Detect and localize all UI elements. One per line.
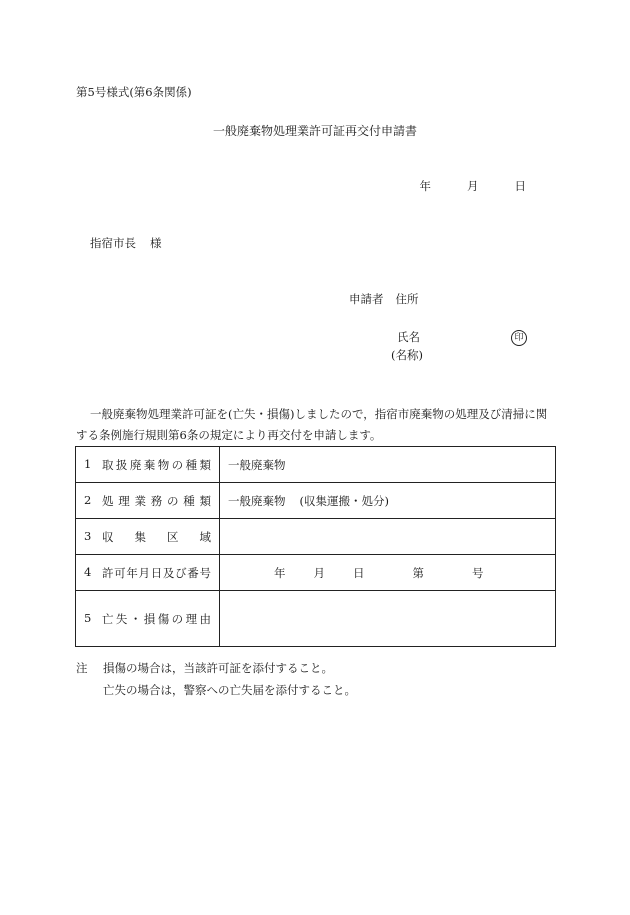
row-label-text: 許可年月日及び番号 — [102, 565, 211, 580]
permit-date-row — [228, 565, 547, 581]
row-number: 3 — [84, 528, 92, 543]
permit-number-suffix: 号 — [472, 565, 484, 580]
corp-name-label: (名称) — [391, 348, 423, 362]
table-row — [76, 555, 556, 591]
business-type-options: (収集運搬・処分) — [299, 493, 389, 508]
addressee-name: 指宿市長 — [90, 236, 136, 250]
permit-month-label: 月 — [313, 565, 325, 580]
waste-type-field[interactable]: 一般廃棄物 — [220, 447, 556, 483]
permit-number-prefix: 第 — [412, 565, 424, 580]
table-row — [76, 591, 556, 647]
note-mark: 注 — [76, 661, 88, 675]
row-label — [76, 519, 220, 555]
row-label — [76, 483, 220, 519]
row-label-text: 亡失・損傷の理由 — [102, 611, 211, 626]
note-line-1 — [76, 657, 356, 679]
addressee-honorific: 様 — [150, 236, 162, 250]
table-row — [76, 483, 556, 519]
addressee — [90, 237, 162, 251]
statement-text: 一般廃棄物処理業許可証を(亡失・損傷)しましたので，指宿市廃棄物の処理及び清掃に関する条例施行規則第6条の規定により再交付を申請します。 — [76, 407, 548, 442]
date-day-label: 日 — [514, 179, 526, 193]
business-type-value: 一般廃棄物 — [228, 493, 286, 508]
collection-area-field[interactable] — [220, 519, 556, 555]
date-year-label: 年 — [419, 179, 431, 193]
document-title: 一般廃棄物処理業許可証再交付申請書 — [212, 124, 417, 138]
note-line-2: 亡失の場合は，警察への亡失届を添付すること。 — [103, 683, 356, 697]
date-month-label: 月 — [467, 179, 479, 193]
table-row — [76, 447, 556, 483]
row-number: 5 — [84, 610, 92, 625]
loss-reason-field[interactable] — [220, 591, 556, 647]
row-label — [76, 555, 220, 591]
applicant-label: 申請者 — [349, 292, 384, 306]
applicant-address-line — [349, 293, 419, 307]
permit-date-number-field[interactable] — [220, 555, 556, 591]
notes — [76, 657, 356, 701]
address-label: 住所 — [395, 292, 419, 306]
row-number: 4 — [84, 564, 92, 579]
row-label — [76, 591, 220, 647]
application-date — [420, 180, 527, 194]
row-label-text: 処理業務の種類 — [102, 493, 211, 508]
application-table — [75, 446, 556, 647]
seal-mark: 印 — [511, 330, 527, 346]
table-row — [76, 519, 556, 555]
permit-day-label: 日 — [353, 565, 365, 580]
note-text-1: 損傷の場合は，当該許可証を添付すること。 — [103, 661, 333, 675]
name-label: 氏名 — [397, 330, 420, 344]
row-number: 2 — [84, 492, 92, 507]
row-label-text: 取扱廃棄物の種類 — [102, 457, 211, 472]
row-label — [76, 447, 220, 483]
application-statement — [76, 404, 556, 446]
form-number: 第5号様式(第6条関係) — [76, 85, 192, 99]
business-type-field[interactable] — [220, 483, 556, 519]
row-number: 1 — [84, 456, 92, 471]
row-label-text: 収集区域 — [102, 529, 211, 544]
permit-year-label: 年 — [274, 565, 286, 580]
